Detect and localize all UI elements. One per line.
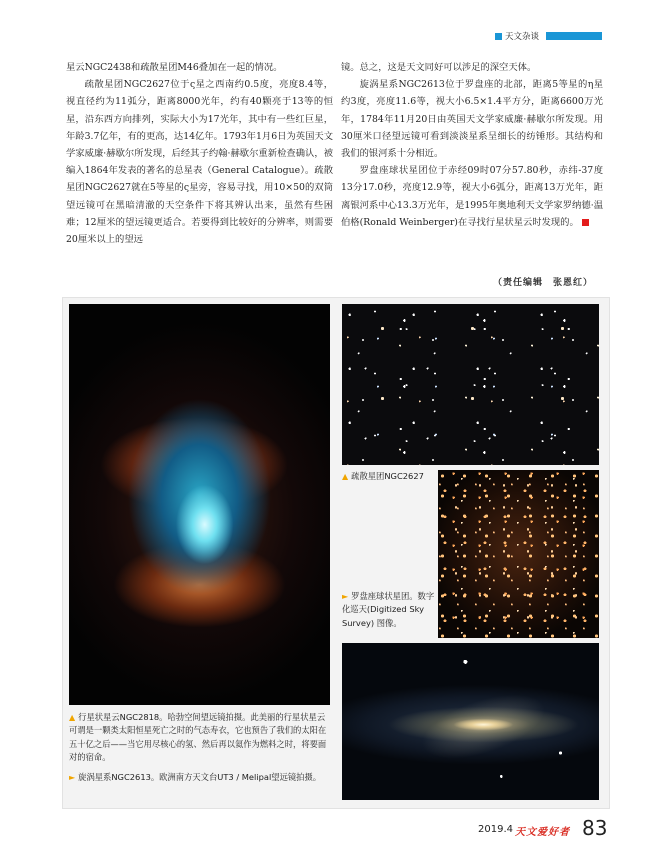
open-cluster-ngc2627-image — [342, 304, 599, 465]
paragraph: 镜。总之，这是天文同好可以涉足的深空天体。 — [341, 62, 537, 73]
triangle-up-icon: ▲ — [69, 713, 76, 722]
caption-open-cluster — [342, 470, 434, 483]
caption-galaxy — [69, 771, 331, 784]
section-header-bar — [546, 32, 602, 40]
article-end-mark-icon — [582, 219, 589, 226]
section-marker-icon — [495, 33, 502, 40]
caption-globular-cluster — [342, 590, 436, 630]
paragraph: 疏散星团NGC2627位于ς星之西南约0.5度，亮度8.4等，视直径约为11弧分，距离8000光年，约有40颗亮于13等的恒星，沿东西方向排列，实际大小为17光年，其中有一些红巨星，年龄3.7亿年，有的更高，达14亿年。1793年1月6日为英国天文学家威廉·赫歇尔所发现，后经其子约翰·赫歇尔重新检查确认，被编入1864年发表的著名的总星表（General Catalogue）。疏散星团NGC2627就在5等星的ς星旁，容易寻找，用10×50的双筒望远镜可在黑暗清澈的天空条件下将其辨认出来，虽然有些困难；12厘米的望远镜更适合。若要得到比较好的分辨率，则需要20厘米以上的望远 — [66, 79, 333, 246]
article-column-right — [341, 59, 603, 231]
caption-nebula — [69, 711, 331, 765]
triangle-right-icon: ► — [342, 592, 349, 601]
globular-cluster-pyxis-image — [438, 470, 599, 638]
article-column-left — [66, 59, 333, 248]
paragraph-text: 罗盘座球状星团位于赤经09时07分57.80秒，赤纬-37度13分17.0秒，亮度12.9等，视大小6弧分，距离13万光年，距离银河系中心13.3万光年，是1995年奥地利天文学家罗纳德·温伯格(Ronald Weinberger)在寻找行星状星云时发现的。 — [341, 165, 603, 228]
paragraph: 星云NGC2438和疏散星团M46叠加在一起的情况。 — [66, 62, 283, 73]
section-header — [495, 31, 539, 41]
nebula-ngc2818-image — [69, 304, 330, 705]
page-number: 83 — [582, 816, 608, 840]
editor-credit: （责任编辑 张恩红） — [492, 278, 593, 288]
caption-text: 疏散星团NGC2627 — [351, 471, 424, 481]
triangle-up-icon: ▲ — [342, 472, 349, 481]
issue-number: 2019.4 — [478, 824, 513, 835]
section-label: 天文杂谈 — [505, 32, 540, 42]
caption-text: 罗盘座球状星团。数字化巡天(Digitized Sky Survey) 图像。 — [342, 591, 435, 628]
paragraph: 旋涡星系NGC2613位于罗盘座的北部，距离5等星的η星约3度，亮度11.6等，视大小6.5×1.4平方分，距离6600万光年，1784年11月20日由英国天文学家威廉·赫歇尔所发现。用30厘米口径望远镜可看到淡淡星系呈细长的纺锤形。其结构和我们的银河系十分相近。 — [341, 79, 603, 160]
paragraph-last — [341, 162, 603, 231]
magazine-name: 天文爱好者 — [515, 827, 570, 838]
caption-text: 旋涡星系NGC2613。欧洲南方天文台UT3 / Melipal望远镜拍摄。 — [78, 772, 322, 782]
caption-text: 行星状星云NGC2818。哈勃空间望远镜拍摄。此美丽的行星状星云可谓是一颗类太阳恒星死亡之时的气态寿衣，它也预告了我们的太阳在五十亿之后——当它用尽核心的氢、然后再以氦作为燃料之时，将要面对的宿命。 — [69, 712, 327, 763]
triangle-right-icon: ► — [69, 773, 76, 782]
spiral-galaxy-ngc2613-image — [342, 643, 599, 800]
